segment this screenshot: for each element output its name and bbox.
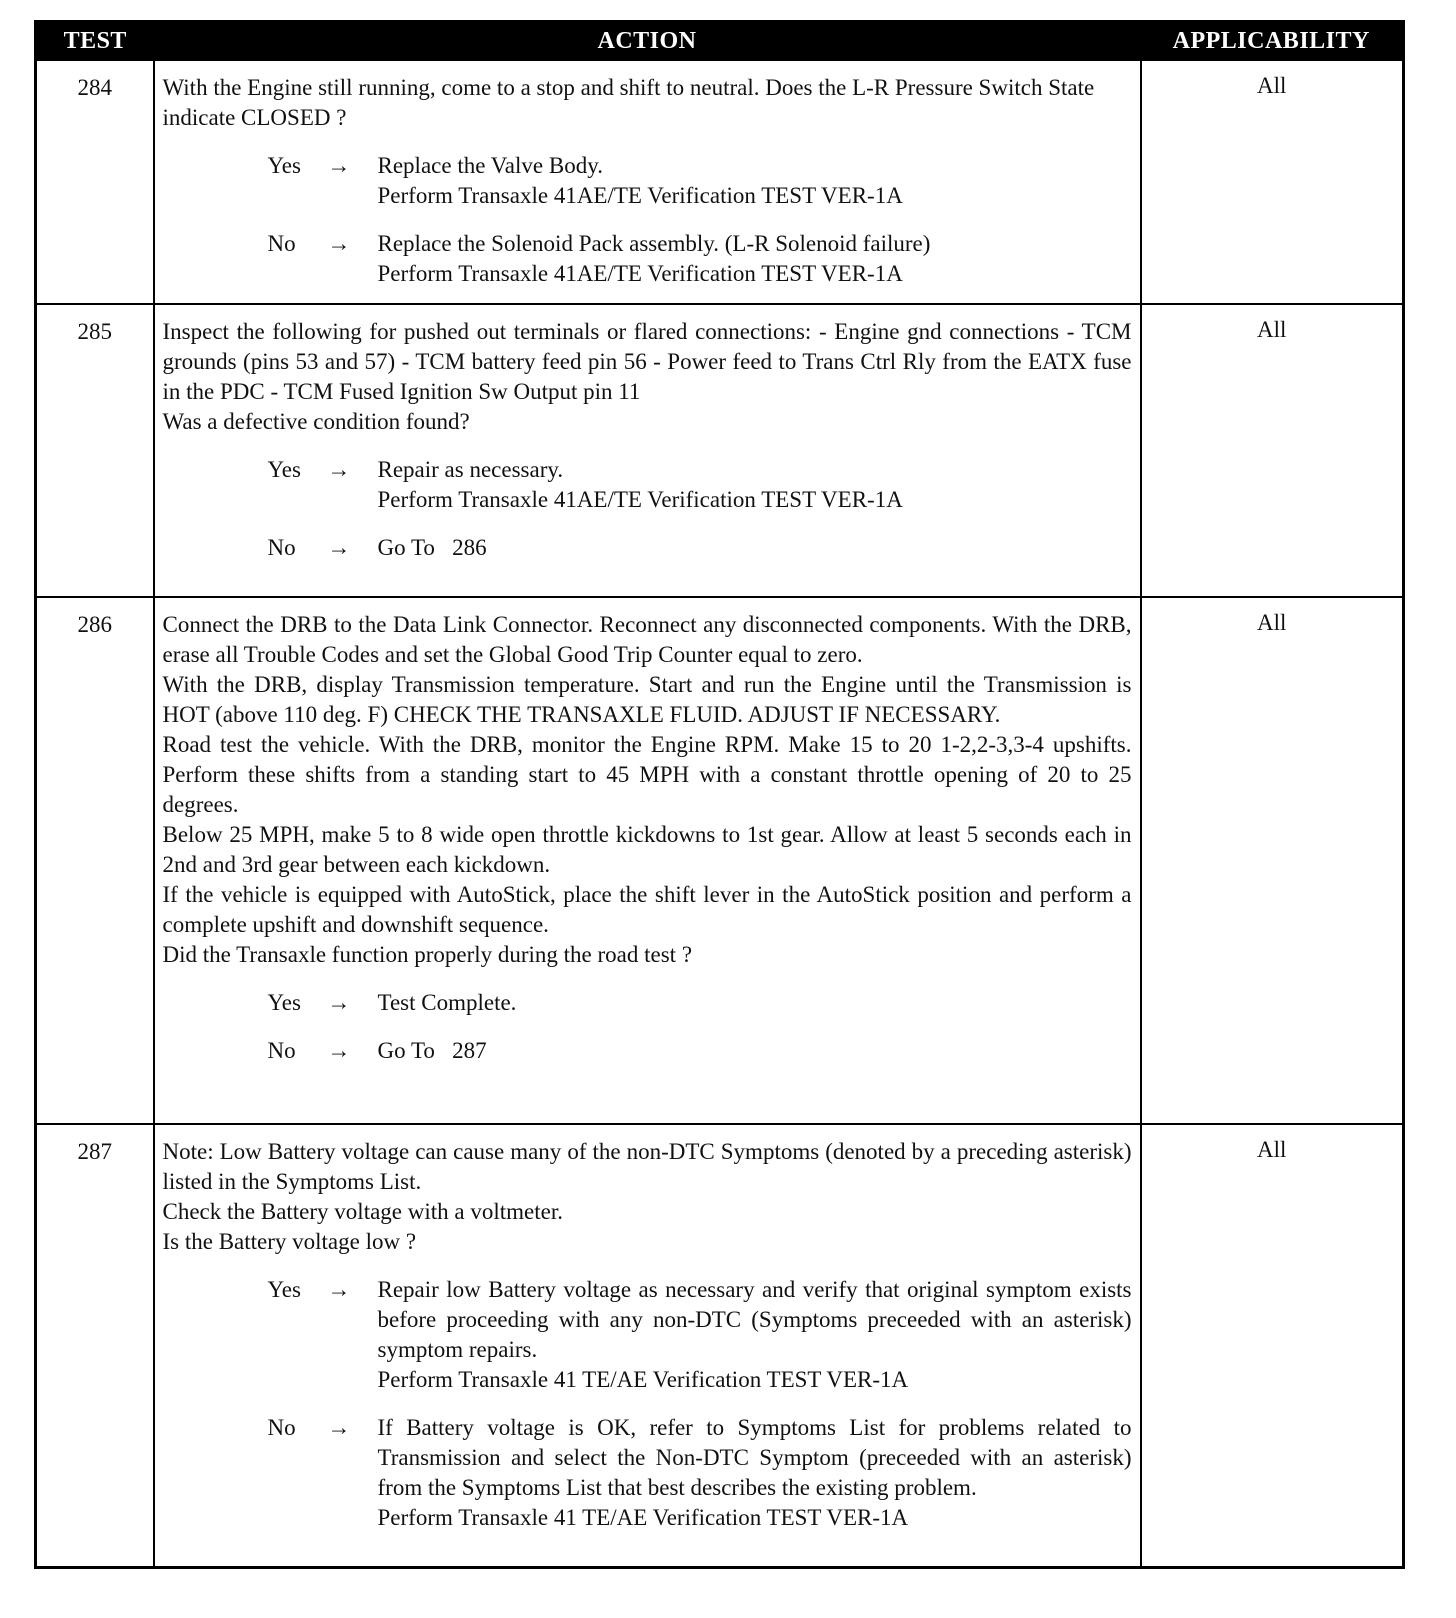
test-number: 286 — [36, 597, 154, 1124]
no-branch — [163, 229, 1132, 289]
yes-action: Repair as necessary. — [377, 457, 564, 482]
arrow-icon: → — [327, 231, 351, 256]
header-test: TEST — [36, 22, 154, 61]
branches — [163, 455, 1132, 563]
action-note: Note: Low Battery voltage can cause many of the non-DTC Symptoms (denoted by a preceding asterisk) listed in the Symptoms List. — [162, 1139, 1132, 1194]
yes-label: Yes — [267, 1277, 301, 1302]
table-header-row — [36, 22, 1404, 61]
action-instruction: Check the Battery voltage with a voltmeter. — [162, 1199, 563, 1224]
branches — [163, 988, 1132, 1066]
action-instruction: Inspect the following for pushed out terminals or flared connections: - Engine gnd connections - TCM grounds (pins 53 and 57) - TCM battery feed pin 56 - Power feed to Trans Ctrl Rly from the EATX fuse in the PDC - TCM Fused Ignition Sw Output pin 11 — [162, 319, 1132, 404]
yes-branch — [163, 1275, 1132, 1395]
test-number: 287 — [36, 1124, 154, 1567]
branches — [163, 1275, 1132, 1533]
action-instruction: Below 25 MPH, make 5 to 8 wide open throttle kickdowns to 1st gear. Allow at least 5 seconds each in 2nd and 3rd gear between each kickdown. — [162, 822, 1132, 877]
no-action: If Battery voltage is OK, refer to Symptoms List for problems related to Transmission and select the Non-DTC Symptom (preceeded with an asterisk) from the Symptoms List that best describes the existing problem. — [377, 1415, 1132, 1500]
action-question: Is the Battery voltage low ? — [162, 1229, 417, 1254]
no-label: No — [267, 1415, 296, 1440]
header-applicability: APPLICABILITY — [1141, 22, 1404, 61]
yes-verification: Perform Transaxle 41AE/TE Verification TEST VER-1A — [377, 183, 903, 208]
yes-label: Yes — [267, 457, 301, 482]
no-branch — [163, 1413, 1132, 1533]
action-question: Was a defective condition found? — [162, 409, 470, 434]
yes-action: Repair low Battery voltage as necessary and verify that original symptom exists before proceeding with any non-DTC (Symptoms preceeded with an asterisk) symptom repairs. — [377, 1277, 1132, 1362]
diagnostic-test-table — [34, 20, 1405, 1569]
arrow-icon: → — [327, 1415, 351, 1440]
action-question: With the Engine still running, come to a stop and shift to neutral. Does the L-R Pressure Switch State indicate CLOSED ? — [162, 75, 1095, 130]
action-instruction: Connect the DRB to the Data Link Connector. Reconnect any disconnected components. With the DRB, erase all Trouble Codes and set the Global Good Trip Counter equal to zero. — [162, 612, 1132, 667]
test-number: 284 — [36, 60, 154, 304]
yes-action: Replace the Valve Body. — [377, 153, 603, 178]
no-goto: Go To 286 — [377, 535, 487, 560]
no-branch — [163, 1036, 1132, 1066]
yes-branch — [163, 151, 1132, 211]
yes-branch — [163, 988, 1132, 1018]
branches — [163, 151, 1132, 289]
no-label: No — [267, 231, 296, 256]
test-number: 285 — [36, 304, 154, 597]
applicability-value: All — [1141, 597, 1404, 1124]
yes-branch — [163, 455, 1132, 515]
table-row — [36, 304, 1404, 597]
yes-verification: Perform Transaxle 41 TE/AE Verification TEST VER-1A — [377, 1367, 909, 1392]
header-action: ACTION — [154, 22, 1141, 61]
no-goto: Go To 287 — [377, 1038, 487, 1063]
action-cell — [154, 597, 1141, 1124]
table-row — [36, 597, 1404, 1124]
applicability-value: All — [1141, 60, 1404, 304]
no-label: No — [267, 535, 296, 560]
action-cell — [154, 1124, 1141, 1567]
arrow-icon: → — [327, 153, 351, 178]
action-instruction: If the vehicle is equipped with AutoStick, place the shift lever in the AutoStick position and perform a complete upshift and downshift sequence. — [162, 882, 1132, 937]
yes-label: Yes — [267, 153, 301, 178]
no-label: No — [267, 1038, 296, 1063]
arrow-icon: → — [327, 457, 351, 482]
table-row — [36, 60, 1404, 304]
action-question: Did the Transaxle function properly during the road test ? — [162, 942, 693, 967]
action-instruction: With the DRB, display Transmission temperature. Start and run the Engine until the Transmission is HOT (above 110 deg. F) CHECK THE TRANSAXLE FLUID. ADJUST IF NECESSARY. — [162, 672, 1132, 727]
no-verification: Perform Transaxle 41AE/TE Verification TEST VER-1A — [377, 261, 903, 286]
arrow-icon: → — [327, 1038, 351, 1063]
no-branch — [163, 533, 1132, 563]
action-cell — [154, 304, 1141, 597]
arrow-icon: → — [327, 535, 351, 560]
action-cell — [154, 60, 1141, 304]
no-action: Replace the Solenoid Pack assembly. (L-R Solenoid failure) — [377, 231, 931, 256]
action-instruction: Road test the vehicle. With the DRB, monitor the Engine RPM. Make 15 to 20 1-2,2-3,3-4 upshifts. Perform these shifts from a standing start to 45 MPH with a constant throttle opening of 20 to 25 degrees. — [162, 732, 1132, 817]
applicability-value: All — [1141, 1124, 1404, 1567]
yes-label: Yes — [267, 990, 301, 1015]
arrow-icon: → — [327, 1277, 351, 1302]
applicability-value: All — [1141, 304, 1404, 597]
arrow-icon: → — [327, 990, 351, 1015]
no-verification: Perform Transaxle 41 TE/AE Verification TEST VER-1A — [377, 1505, 909, 1530]
yes-action: Test Complete. — [377, 990, 517, 1015]
table-row — [36, 1124, 1404, 1567]
yes-verification: Perform Transaxle 41AE/TE Verification TEST VER-1A — [377, 487, 903, 512]
